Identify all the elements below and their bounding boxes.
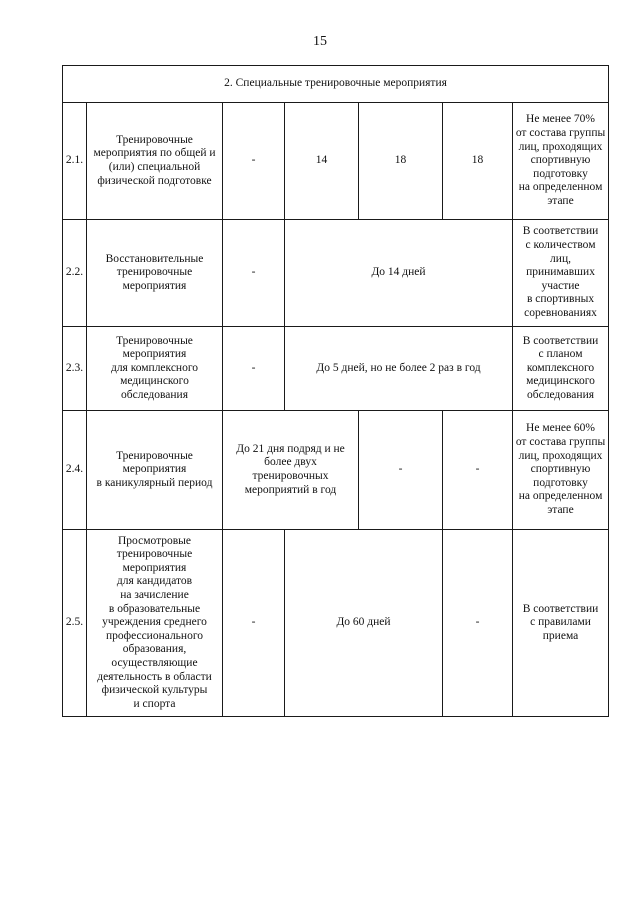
- page-number: 15: [313, 34, 327, 49]
- note-cell: [513, 530, 609, 717]
- merged-value-cell: [223, 411, 359, 530]
- row-number: 2.2.: [63, 220, 87, 327]
- value-cell: -: [443, 411, 513, 530]
- section-header-row: [63, 66, 609, 103]
- merged-value-text: До 21 дня подряд и не более двух тренировочных мероприятий в год: [236, 442, 345, 496]
- activity-name-text: Тренировочные мероприятия в каникулярный период: [96, 449, 213, 489]
- table-row: [63, 220, 609, 327]
- value-cell: -: [223, 530, 285, 717]
- value-cell: 18: [443, 103, 513, 220]
- activity-name: [87, 411, 223, 530]
- merged-value-cell: До 14 дней: [285, 220, 513, 327]
- value-cell: 14: [285, 103, 359, 220]
- activity-name-text: Тренировочные мероприятия по общей и (или) специальной физической подготовке: [93, 133, 216, 187]
- row-number: 2.4.: [63, 411, 87, 530]
- note-cell: [513, 103, 609, 220]
- activity-name-text: Тренировочные мероприятия для комплексного медицинского обследования: [110, 334, 199, 401]
- note-text: Не менее 60% от состава группы лиц, проходящих спортивную подготовку на определенном этапе: [515, 422, 606, 516]
- section-title: 2. Специальные тренировочные мероприятия: [63, 66, 609, 103]
- activity-name: [87, 103, 223, 220]
- row-number: 2.3.: [63, 327, 87, 411]
- table-row: [63, 327, 609, 411]
- value-cell: -: [223, 103, 285, 220]
- note-text: В соответствии с количеством лиц, принимавших участие в спортивных соревнованиях: [522, 225, 599, 319]
- note-text: В соответствии с планом комплексного медицинского обследования: [522, 334, 599, 401]
- value-cell: -: [443, 530, 513, 717]
- activity-name: [87, 327, 223, 411]
- table-row: [63, 530, 609, 717]
- row-number: 2.5.: [63, 530, 87, 717]
- note-cell: [513, 411, 609, 530]
- note-text: Не менее 70% от состава группы лиц, проходящих спортивную подготовку на определенном этапе: [515, 113, 606, 207]
- note-text: В соответствии с правилами приема: [522, 602, 599, 642]
- note-cell: [513, 220, 609, 327]
- activity-name-text: Восстановительные тренировочные мероприятия: [105, 252, 204, 292]
- merged-value-cell: До 60 дней: [285, 530, 443, 717]
- row-number: 2.1.: [63, 103, 87, 220]
- merged-value-cell: До 5 дней, но не более 2 раз в год: [285, 327, 513, 411]
- value-cell: -: [359, 411, 443, 530]
- note-cell: [513, 327, 609, 411]
- activities-table: [62, 65, 609, 717]
- table-row: [63, 103, 609, 220]
- value-cell: 18: [359, 103, 443, 220]
- activity-name: [87, 220, 223, 327]
- value-cell: -: [223, 327, 285, 411]
- activity-name: [87, 530, 223, 717]
- table-row: [63, 411, 609, 530]
- value-cell: -: [223, 220, 285, 327]
- activity-name-text: Просмотровые тренировочные мероприятия для кандидатов на зачисление в образовательные учреждения среднего профессионального образования, осуществляющие деятельность в области физической культуры и спорта: [97, 534, 212, 710]
